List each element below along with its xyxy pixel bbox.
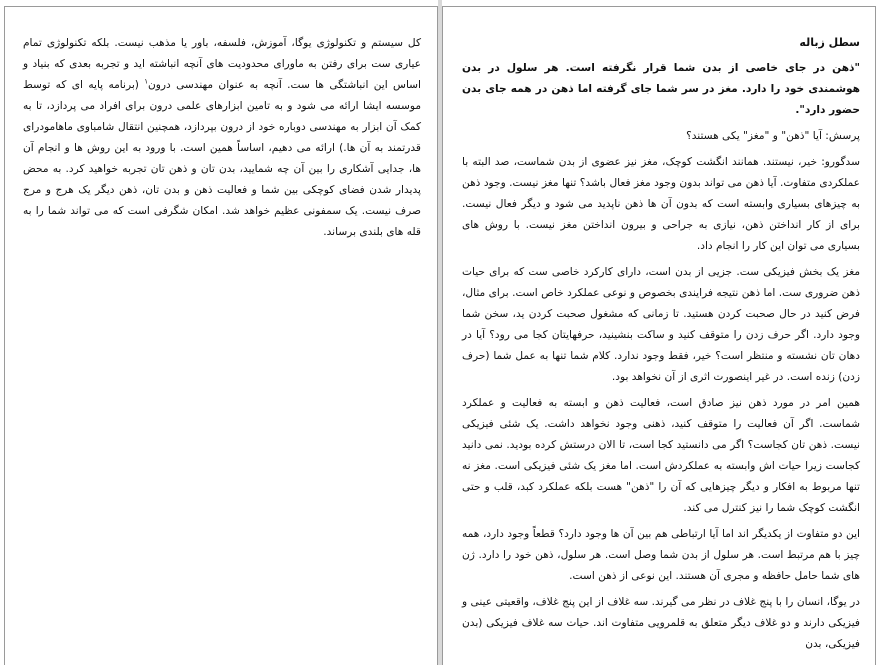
body-paragraph-3: همین امر در مورد ذهن نیز صادق است، فعالیت ذهن و ابسته به فعالیت و عملکرد شماست. اگر آن فعالیت را متوقف کنید، ذهنی وجود نخواهد داشت. یک شئی فیزیکی نیست. ذهن تان کجاست؟ اگر می دانستید کجا است، تا الان درستش کرده بودید. نمی دانید کجاست زیرا حیات اش وابسته به عملکردش است. اما مغز یک شئی فیزیکی است. مغز نه تنها مربوط به افکار و دیگر چیزهایی که آن را "ذهن" هست بلکه عملکرد کبد، قلب و حتی انگشت کوچک شما را نیز کنترل می کند. (462, 397, 860, 514)
answer-paragraph: سدگورو: خیر، نیستند. همانند انگشت کوچک، مغز نیز عضوی از بدن شماست، صد البته با عملکردی متفاوت. آیا ذهن می تواند بدون وجود مغز فعال باشد؟ تنها مغز نیست. وجود ذهن به چیزهای بسیاری وابسته است که بدون آن ها ذهن ناپدید می شود و دیگر فعال نیست. برای از کار انداختن ذهن، نیازی به جراحی و بیرون انداختن مغز نیست. با روش های بسیاری می توان این کار را انجام داد. (462, 156, 860, 252)
lead-quote: "ذهن در جای خاصی از بدن شما قرار نگرفته است. هر سلول در بدن هوشمندی خود را دارد. مغز در سر شما جای گرفته اما ذهن در همه جای بدن حضور دارد". (462, 62, 860, 116)
left-paragraph (23, 33, 421, 243)
footnote-marker: ۱ (144, 77, 149, 86)
right-page-text (462, 33, 860, 660)
question-paragraph: پرسش: آیا "ذهن" و "مغز" یکی هستند؟ (686, 130, 860, 142)
chapter-title: سطل زباله (799, 36, 860, 49)
right-page (442, 6, 876, 665)
left-page-text (23, 33, 421, 248)
body-paragraph-5: در یوگا، انسان را با پنج غلاف در نظر می گیرند. سه غلاف از این پنج غلاف، واقعیتی عینی و فیزیکی دارند و دو غلاف دیگر متعلق به قلمرویی متفاوت اند. حیات سه غلاف فیزیکی (بدن فیزیکی، بدن (462, 596, 860, 650)
body-paragraph-2: مغز یک بخش فیزیکی ست. جزیی از بدن است، دارای کارکرد خاصی ست که برای حیات ذهن ضروری ست. اما ذهن نتیجه فرایندی بخصوص و نوعی عملکرد خاص است. برای مثال، فرض کنید در حال صحبت کردن هستید. تا زمانی که مشغول صحبت کردن ید، سخن شما وجود دارد. اگر حرف زدن را متوقف کنید و ساکت بنشینید، حرفهایتان کجا می رود؟ آیا در دهان تان نشسته و منتظر است؟ خیر، فقط وجود ندارد. کلام شما تنها به عمل شما (حرف زدن) زنده است. در غیر اینصورت اثری از آن نخواهد بود. (462, 266, 860, 383)
left-page (4, 6, 438, 665)
body-paragraph-4: این دو متفاوت از یکدیگر اند اما آیا ارتباطی هم بین آن ها وجود دارد؟ قطعاً وجود دارد، همه چیز با هم مرتبط است. هر سلول از بدن شما وصل است. هر سلول، ذهن خود را دارد. ژن های شما حامل حافظه و مجری آن هستند. این نوعی از ذهن است. (462, 528, 860, 582)
left-paragraph-part-2: (برنامه پایه ای که توسط موسسه ایشا ارائه می شود و به تامین ابزارهای علمی درون برای افراد می پردازد، تا به کمک آن ابزار به مهندسی دوباره خود از درون بپردازد، همچنین انتقال شامباوی ماهامودرای قدرتمند به آن ها.) ارائه می دهیم، اساساً همین است. با ورود به این روش ها و انجام آن ها، جدایی آشکاری را بین آن چه شمایید، بدن تان و ذهن تان تجربه خواهید کرد. به محض پدیدار شدن فضای کوچکی بین شما و فعالیت ذهن و بدن تان، ذهن دیگر یک هرج و مرج صرف نیست. یک سمفونی عظیم خواهد شد. امکان شگرفی است که می تواند شما را به قله های بلندی برساند. (23, 79, 421, 238)
left-paragraph-part-1: کل سیستم و تکنولوژی یوگا، آموزش، فلسفه، باور یا مذهب نیست. بلکه تکنولوژی تمام عیاری ست برای رفتن به ماورای محدودیت های آنچه انباشته اید و تجربه بعدی که بنیاد و اساس این انباشتگی ها ست. آنچه به عنوان مهندسی درون (23, 37, 421, 91)
